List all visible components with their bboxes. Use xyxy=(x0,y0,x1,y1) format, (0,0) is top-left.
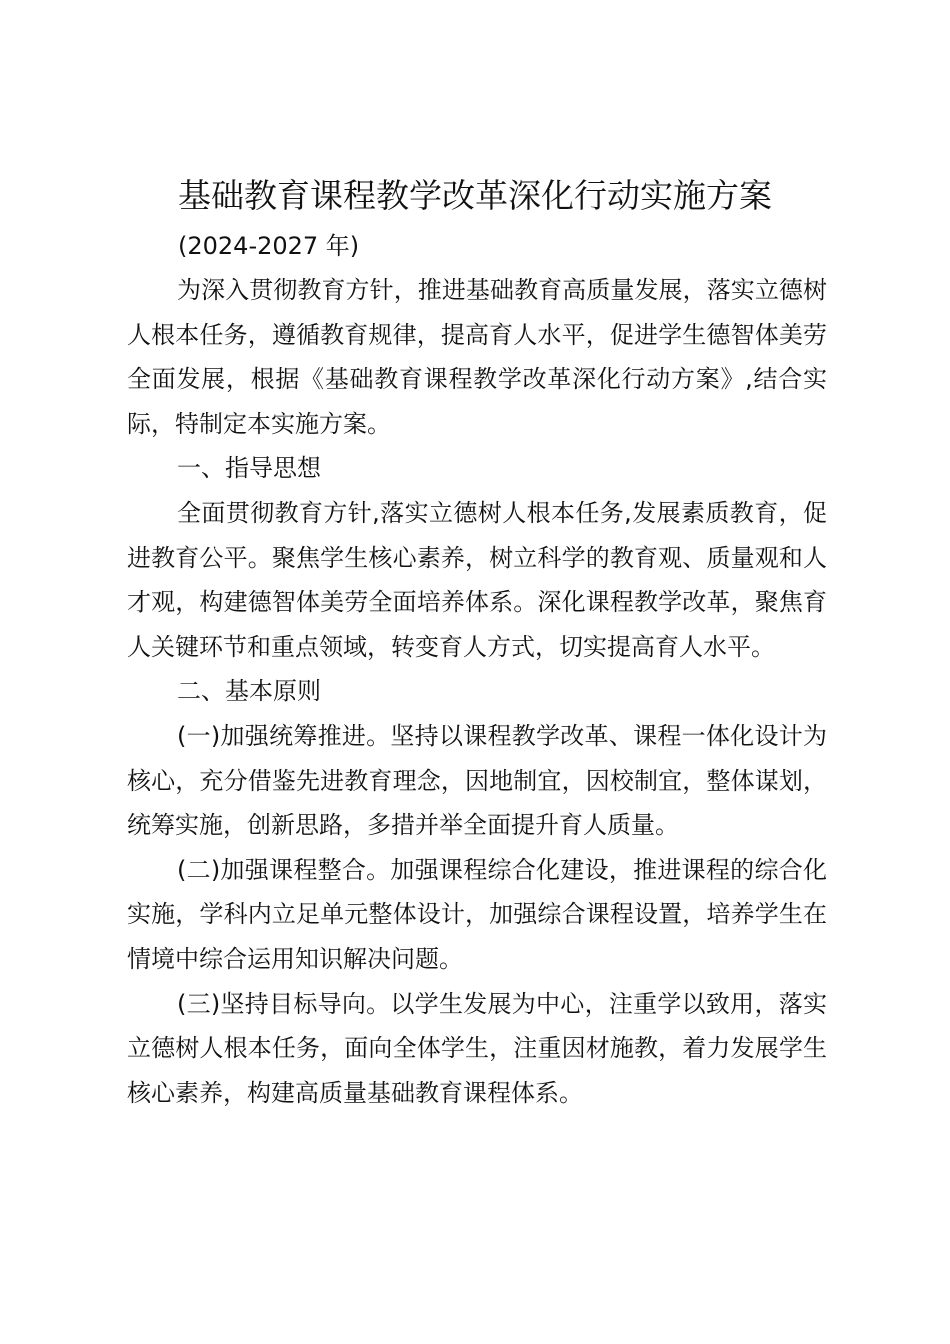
principle-item-3: (三)坚持目标导向。以学生发展为中心，注重学以致用，落实立德树人根本任务，面向全体学生，注重因材施教，着力发展学生核心素养，构建高质量基础教育课程体系。 xyxy=(127,989,827,1107)
intro-paragraph: 为深入贯彻教育方针，推进基础教育高质量发展，落实立德树人根本任务，遵循教育规律，提高育人水平，促进学生德智体美劳全面发展，根据《基础教育课程教学改革深化行动方案》,结合实际，特制定本实施方案。 xyxy=(127,276,827,438)
document-subtitle: (2024-2027 年) xyxy=(178,232,360,260)
guiding-ideology-paragraph: 全面贯彻教育方针,落实立德树人根本任务,发展素质教育，促进教育公平。聚焦学生核心素养，树立科学的教育观、质量观和人才观，构建德智体美劳全面培养体系。深化课程教学改革，聚焦育人关键环节和重点领域，转变育人方式，切实提高育人水平。 xyxy=(127,498,827,661)
section-heading-guiding-ideology: 一、指导思想 xyxy=(177,454,321,483)
principle-item-2: (二)加强课程整合。加强课程综合化建设，推进课程的综合化实施，学科内立足单元整体设计，加强综合课程设置，培养学生在情境中综合运用知识解决问题。 xyxy=(127,855,827,973)
document-title: 基础教育课程教学改革深化行动实施方案 xyxy=(178,176,772,215)
principle-item-1: (一)加强统筹推进。坚持以课程教学改革、课程一体化设计为核心，充分借鉴先进教育理念，因地制宜，因校制宜，整体谋划，统筹实施，创新思路，多措并举全面提升育人质量。 xyxy=(127,721,827,840)
section-heading-basic-principles: 二、基本原则 xyxy=(177,677,321,706)
document-body xyxy=(127,268,827,1115)
